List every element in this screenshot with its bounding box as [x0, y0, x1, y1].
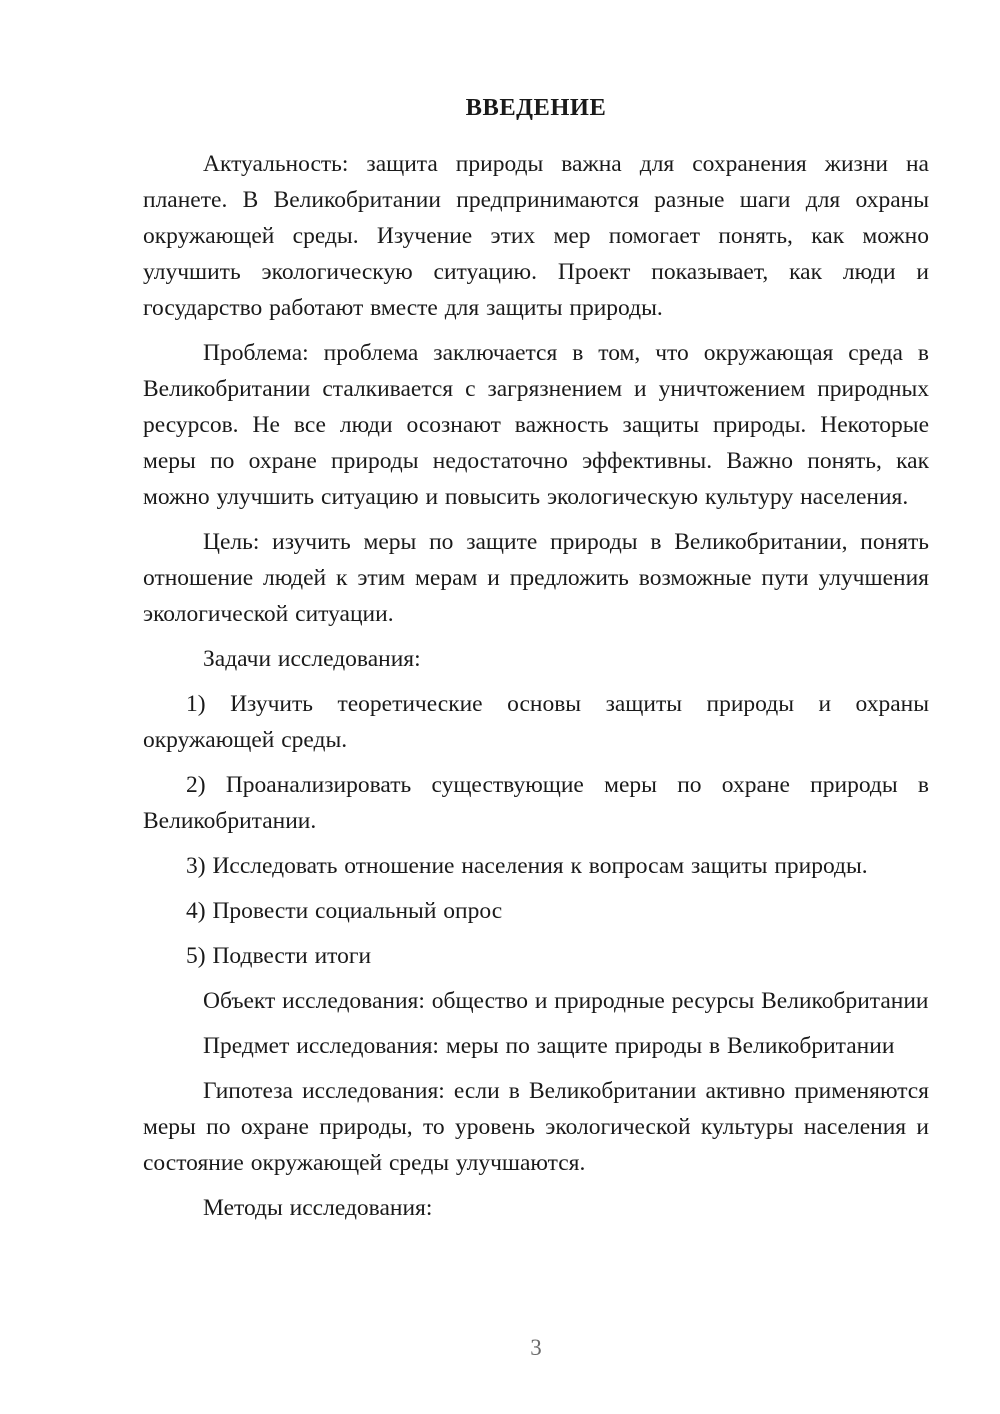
- paragraph-subject: Предмет исследования: меры по защите природы в Великобритании: [203, 1033, 895, 1059]
- paragraph-problem: Проблема: проблема заключается в том, что окружающая среда в Великобритании сталкивается с загрязнением и уничтожением природных ресурсов. Не все люди осознают важность защиты природы. Некоторые меры по охране природы недостаточно эффективны. Важно понять, как можно улучшить ситуацию и повысить экологическую культуру населения.: [143, 340, 929, 510]
- task-item-5: 5) Подвести итоги: [186, 943, 372, 969]
- paragraph-hypothesis: Гипотеза исследования: если в Великобритании активно применяются меры по охране природы, то уровень экологической культуры населения и состояние окружающей среды улучшаются.: [143, 1078, 929, 1176]
- task-item-4: 4) Провести социальный опрос: [186, 898, 503, 924]
- paragraph-object: Объект исследования: общество и природные ресурсы Великобритании: [203, 988, 929, 1014]
- page-title: ВВЕДЕНИЕ: [465, 94, 607, 121]
- task-item-2: 2) Проанализировать существующие меры по охране природы в Великобритании.: [143, 772, 929, 834]
- paragraph-relevance: Актуальность: защита природы важна для сохранения жизни на планете. В Великобритании предпринимаются разные шаги для охраны окружающей среды. Изучение этих мер помогает понять, как можно улучшить экологическую ситуацию. Проект показывает, как люди и государство работают вместе для защиты природы.: [143, 151, 929, 321]
- task-item-3: 3) Исследовать отношение населения к вопросам защиты природы.: [186, 853, 868, 879]
- page-footer: [143, 1330, 929, 1366]
- page-number: 3: [530, 1335, 542, 1360]
- paragraph-goal: Цель: изучить меры по защите природы в Великобритании, понять отношение людей к этим мерам и предложить возможные пути улучшения экологической ситуации.: [143, 529, 929, 627]
- methods-heading: Методы исследования:: [203, 1195, 433, 1221]
- task-item-1: 1) Изучить теоретические основы защиты природы и охраны окружающей среды.: [143, 691, 929, 753]
- page-content: [143, 90, 929, 1235]
- tasks-heading: Задачи исследования:: [203, 646, 421, 672]
